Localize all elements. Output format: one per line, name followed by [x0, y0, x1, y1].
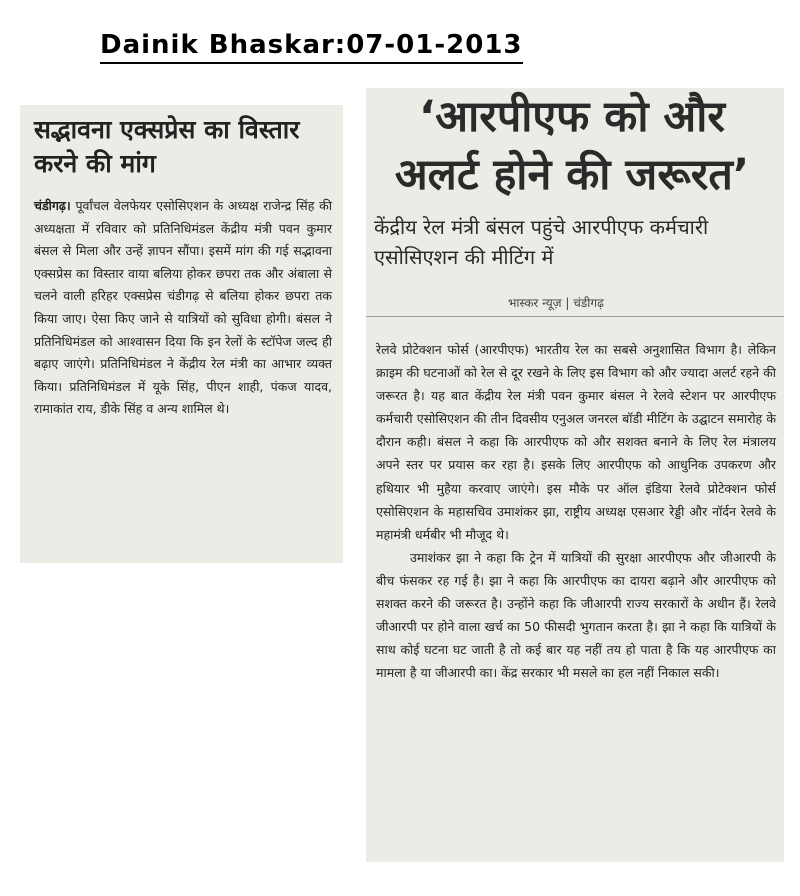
left-article-headline: सद्भावना एक्सप्रेस का विस्तार करने की मांग: [34, 115, 300, 178]
left-article-text: पूर्वांचल वेलफेयर एसोसिएशन के अध्यक्ष राजेन्द्र सिंह की अध्यक्षता में रविवार को प्रतिनिधिमंडल केंद्रीय मंत्री पवन कुमार बंसल से मिला और उन्हें ज्ञापन सौंपा। इसमें मांग की गई सद्भावना एक्सप्रेस का विस्तार वाया बलिया होकर छपरा तक और अंबाला से चलने वाली हरिहर एक्सप्रेस चंडीगढ़ से बलिया होकर छपरा तक किया जाए। ऐसा किए जाने से यात्रियों को सुविधा होगी। बंसल ने प्रतिनिधिमंडल को आश्वासन दिया कि इन रेलों के स्टॉपेज जल्द ही बढ़ाए जाएंगे। प्रतिनिधिमंडल ने केंद्रीय रेल मंत्री का आभार व्यक्त किया। प्रतिनिधिमंडल में यूके सिंह, पीएन शाही, पंकज यादव, रामाकांत राय, डीके सिंह व अन्य शामिल थे।: [34, 198, 332, 417]
right-article-paragraph: रेलवे प्रोटेक्शन फोर्स (आरपीएफ) भारतीय रेल का सबसे अनुशासित विभाग है। लेकिन क्राइम की घटनाओं को रेल से दूर रखने के लिए इस विभाग को और ज्यादा अलर्ट रहने की जरूरत है। यह बात केंद्रीय रेल मंत्री पवन कुमार बंसल ने रेलवे स्टेशन पर आरपीएफ कर्मचारी एसोसिएशन की तीन दिवसीय एनुअल जनरल बॉडी मीटिंग के उद्घाटन समारोह के दौरान कही। बंसल ने कहा कि आरपीएफ को और सशक्त बनाने के लिए रेल मंत्रालय अपने स्तर पर प्रयास कर रहा है। इसके लिए आरपीएफ को आधुनिक उपकरण और हथियार भी मुहैया करवाए जाएंगे। इस मौके पर ऑल इंडिया रेलवे प्रोटेक्शन फोर्स एसोसिएशन के महासचिव उमाशंकर झा, राष्ट्रीय अध्यक्ष एसआर रेड्डी और नॉर्दन रेलवे के महामंत्री धर्मबीर भी मौजूद थे।: [376, 342, 776, 542]
right-article-body: [376, 338, 776, 684]
masthead-title: Dainik Bhaskar:07-01-2013: [100, 30, 523, 64]
right-article-subheadline: केंद्रीय रेल मंत्री बंसल पहुंचे आरपीएफ कर्मचारी एसोसिएशन की मीटिंग में: [374, 215, 709, 269]
byline-divider: [366, 316, 784, 317]
left-article-dateline: चंडीगढ़।: [34, 198, 71, 213]
left-article-body: [34, 195, 332, 421]
right-article-headline: ‘आरपीएफ को और अलर्ट होने की जरूरत’: [394, 92, 750, 200]
right-article-paragraph: उमाशंकर झा ने कहा कि ट्रेन में यात्रियों की सुरक्षा आरपीएफ और जीआरपी के बीच फंसकर रह गई है। झा ने कहा कि आरपीएफ का दायरा बढ़ाने और आरपीएफ को सशक्त करने की जरूरत है। उन्होंने कहा कि जीआरपी राज्य सरकारों के अधीन हैं। रेलवे जीआरपी पर होने वाला खर्च का 50 फीसदी भुगतान करता है। झा ने कहा कि यात्रियों के साथ कोई घटना घट जाती है तो कई बार यह नहीं तय हो पाता है कि यह आरपीएफ का मामला है या जीआरपी का। केंद्र सरकार भी मसले का हल नहीं निकाल सकी।: [376, 549, 776, 681]
right-news-clipping: [366, 88, 784, 862]
left-news-clipping: [20, 105, 343, 563]
right-article-byline: भास्कर न्यूज़ | चंडीगढ़: [508, 296, 604, 310]
